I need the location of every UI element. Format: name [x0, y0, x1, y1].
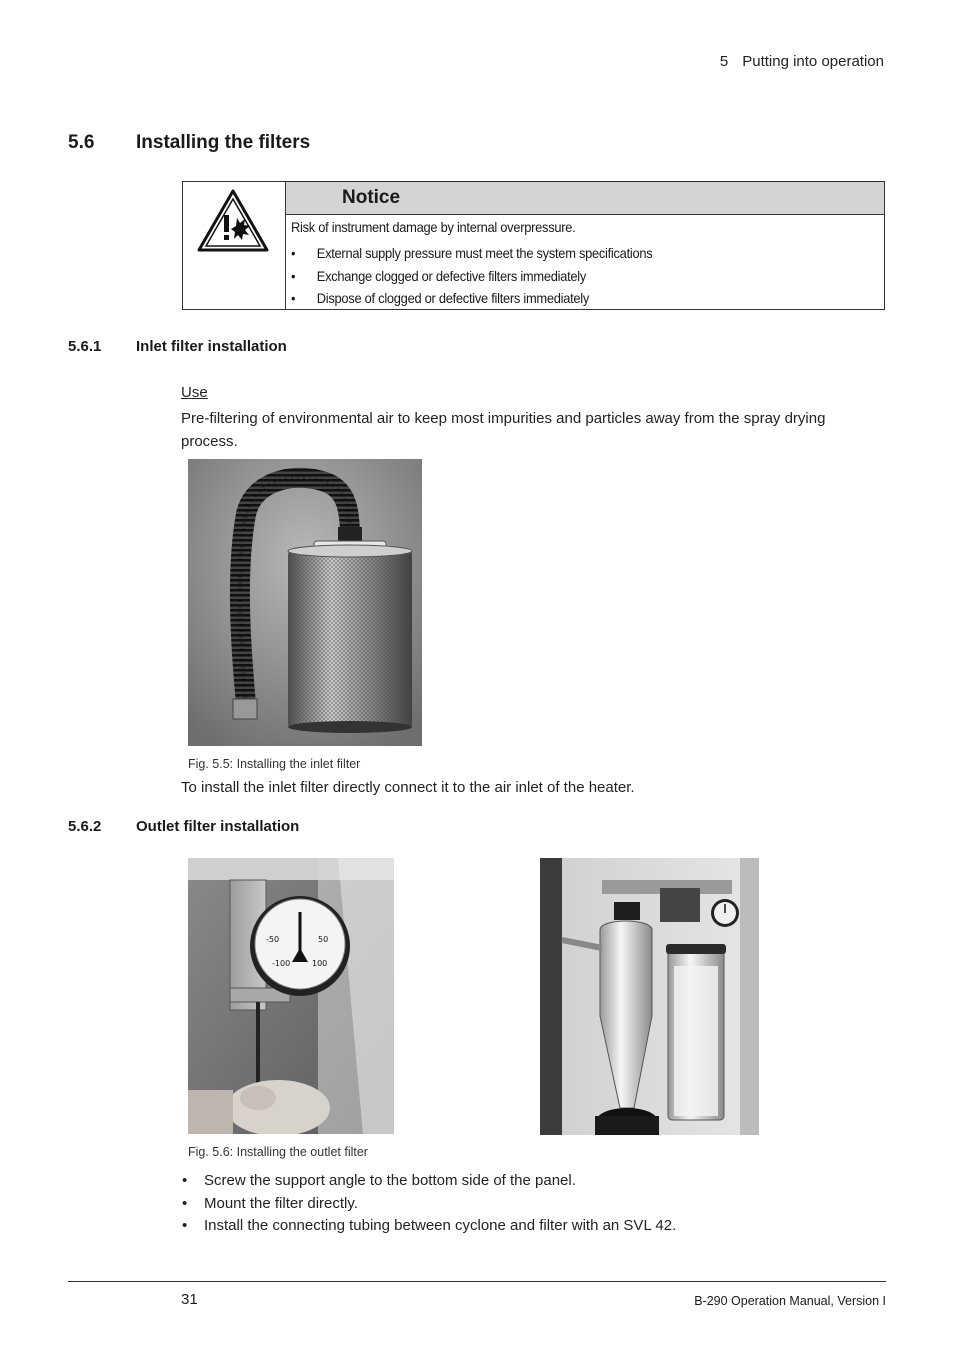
notice-list-item: • External supply pressure must meet the system specifications: [291, 245, 878, 268]
outlet-steps-list: [181, 1172, 676, 1240]
list-item: • Install the connecting tubing between cyclone and filter with an SVL 42.: [181, 1217, 676, 1240]
notice-list-item: • Exchange clogged or defective filters immediately: [291, 268, 878, 291]
notice-list: [291, 245, 878, 313]
footer-divider: [68, 1281, 886, 1282]
section-heading: [68, 132, 310, 154]
figure-caption-outlet: Fig. 5.6: Installing the outlet filter: [188, 1145, 368, 1159]
notice-list-item: • Dispose of clogged or defective filters immediately: [291, 290, 878, 313]
running-header: [720, 53, 884, 70]
manual-title: B-290 Operation Manual, Version I: [694, 1294, 886, 1308]
gauge-label: 100: [312, 959, 328, 968]
list-item: • Mount the filter directly.: [181, 1195, 676, 1218]
outlet-cyclone-photo: [540, 858, 759, 1135]
subsection-heading-outlet: [68, 818, 299, 835]
subsection-number: 5.6.1: [68, 338, 102, 355]
inlet-install-text: To install the inlet filter directly connect it to the air inlet of the heater.: [181, 779, 635, 796]
section-title: Installing the filters: [136, 132, 311, 153]
list-item: • Screw the support angle to the bottom side of the panel.: [181, 1172, 676, 1195]
notice-icon-cell: [183, 182, 286, 309]
notice-intro: Risk of instrument damage by internal overpressure.: [291, 219, 576, 235]
subsection-title: Inlet filter installation: [136, 338, 287, 355]
chapter-number: 5: [719, 53, 729, 70]
use-description: Pre-filtering of environmental air to keep most impurities and particles away from the spray drying process.: [181, 410, 826, 450]
notice-box: [182, 181, 885, 310]
section-number: 5.6: [68, 132, 95, 153]
notice-title-bar: [286, 182, 884, 215]
inlet-filter-photo: [188, 459, 422, 746]
figure-caption-inlet: Fig. 5.5: Installing the inlet filter: [188, 757, 361, 771]
chapter-title: Putting into operation: [742, 53, 884, 70]
notice-title: Notice: [342, 187, 401, 208]
page-number: 31: [181, 1291, 198, 1308]
notice-body: [291, 219, 878, 313]
warning-triangle-icon: [197, 188, 269, 254]
gauge-label: -50: [266, 935, 280, 944]
subsection-heading-inlet: [68, 338, 287, 355]
outlet-gauge-photo: [188, 858, 394, 1134]
subsection-title: Outlet filter installation: [136, 818, 300, 835]
subsection-number: 5.6.2: [68, 818, 102, 835]
gauge-label: -100: [272, 959, 291, 968]
use-label: Use: [181, 384, 208, 401]
gauge-label: 50: [318, 935, 329, 944]
